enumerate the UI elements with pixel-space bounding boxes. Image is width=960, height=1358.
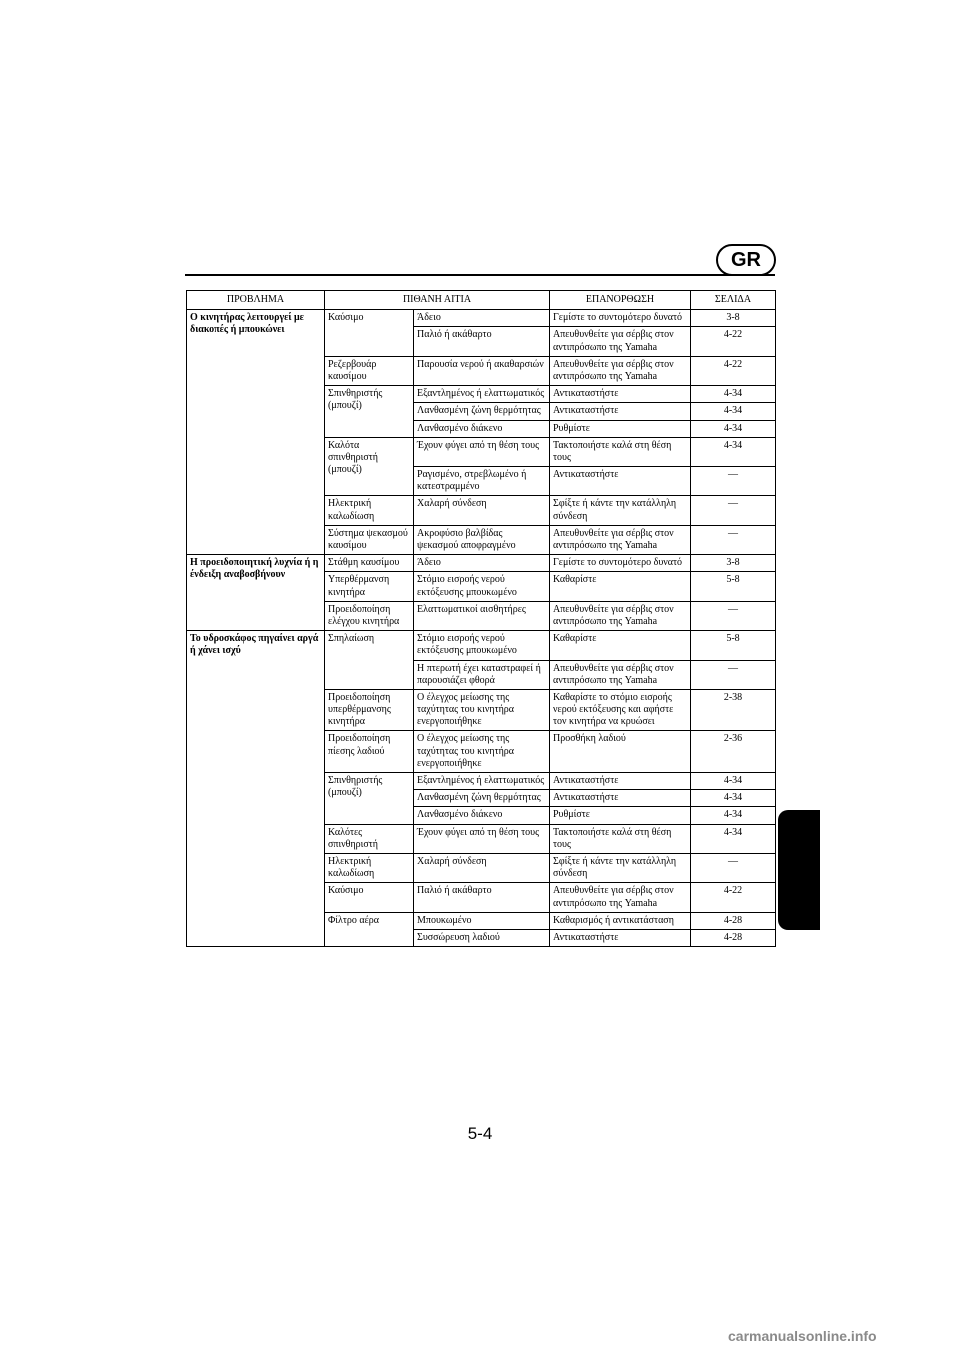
detail-cell: Παρουσία νερού ή ακαθαρσιών	[414, 356, 550, 385]
cause-cell: Σύστημα ψεκασμού καυσίμου	[325, 525, 414, 554]
page-cell: 4-34	[691, 420, 776, 437]
detail-cell: Ακροφύσιο βαλβίδας ψεκασμού αποφραγμένο	[414, 525, 550, 554]
detail-cell: Λανθασμένη ζώνη θερμότητας	[414, 403, 550, 420]
cause-cell: Φίλτρο αέρα	[325, 912, 414, 946]
cause-cell: Ρεζερβουάρ καυσίμου	[325, 356, 414, 385]
remedy-cell: Σφίξτε ή κάντε την κατάλληλη σύνδεση	[550, 853, 691, 882]
page-cell: 4-22	[691, 883, 776, 912]
detail-cell: Λανθασμένο διάκενο	[414, 807, 550, 824]
page-number: 5-4	[467, 1124, 493, 1143]
detail-cell: Εξαντλημένος ή ελαττωματικός	[414, 773, 550, 790]
remedy-cell: Αντικαταστήστε	[550, 790, 691, 807]
cause-cell: Στάθμη καυσίμου	[325, 555, 414, 572]
remedy-cell: Γεμίστε το συντομότερο δυνατό	[550, 555, 691, 572]
cause-cell: Προειδοποίηση υπερθέρμανσης κινητήρα	[325, 689, 414, 731]
remedy-cell: Γεμίστε το συντομότερο δυνατό	[550, 310, 691, 327]
header-problem: ΠΡΟΒΛΗΜΑ	[187, 291, 325, 310]
problem-cell: Το υδροσκάφος πηγαίνει αργά ή χάνει ισχύ	[187, 631, 325, 947]
remedy-cell: Απευθυνθείτε για σέρβις στον αντιπρόσωπο της Yamaha	[550, 525, 691, 554]
page-cell: 4-22	[691, 327, 776, 356]
remedy-cell: Τακτοποιήστε καλά στη θέση τους	[550, 824, 691, 853]
cause-cell: Σπηλαίωση	[325, 631, 414, 690]
page-cell: —	[691, 601, 776, 630]
page-cell: 4-34	[691, 824, 776, 853]
header-remedy: ΕΠΑΝΟΡΘΩΣΗ	[550, 291, 691, 310]
page-cell: 3-8	[691, 310, 776, 327]
detail-cell: Συσσώρευση λαδιού	[414, 929, 550, 946]
remedy-cell: Καθαρίστε	[550, 572, 691, 601]
detail-cell: Χαλαρή σύνδεση	[414, 853, 550, 882]
page-cell: —	[691, 660, 776, 689]
detail-cell: Παλιό ή ακάθαρτο	[414, 883, 550, 912]
page-cell: 3-8	[691, 555, 776, 572]
cause-cell: Προειδοποίηση πίεσης λαδιού	[325, 731, 414, 773]
cause-cell: Ηλεκτρική καλωδίωση	[325, 496, 414, 525]
table-row	[187, 310, 776, 327]
table-header-row	[187, 291, 776, 310]
cause-cell: Σπινθηριστής (μπουζί)	[325, 773, 414, 825]
cause-cell: Καλότες σπινθηριστή	[325, 824, 414, 853]
detail-cell: Παλιό ή ακάθαρτο	[414, 327, 550, 356]
remedy-cell: Τακτοποιήστε καλά στη θέση τους	[550, 437, 691, 466]
page-cell: —	[691, 467, 776, 496]
detail-cell: Λανθασμένη ζώνη θερμότητας	[414, 790, 550, 807]
detail-cell: Χαλαρή σύνδεση	[414, 496, 550, 525]
detail-cell: Η πτερωτή έχει καταστραφεί ή παρουσιάζει φθορά	[414, 660, 550, 689]
page-cell: 4-34	[691, 773, 776, 790]
table-row	[187, 555, 776, 572]
table-row	[187, 631, 776, 660]
remedy-cell: Απευθυνθείτε για σέρβις στον αντιπρόσωπο της Yamaha	[550, 883, 691, 912]
detail-cell: Ελαττωματικοί αισθητήρες	[414, 601, 550, 630]
remedy-cell: Καθαρισμός ή αντικατάσταση	[550, 912, 691, 929]
detail-cell: Άδειο	[414, 555, 550, 572]
detail-cell: Στόμιο εισροής νερού εκτόξευσης μπουκωμένο	[414, 631, 550, 660]
cause-cell: Καύσιμο	[325, 883, 414, 912]
detail-cell: Ο έλεγχος μείωσης της ταχύτητας του κινητήρα ενεργοποιήθηκε	[414, 689, 550, 731]
page-cell: —	[691, 853, 776, 882]
cause-cell: Σπινθηριστής (μπουζί)	[325, 386, 414, 438]
header-cause: ΠΙΘΑΝΗ ΑΙΤΙΑ	[325, 291, 550, 310]
remedy-cell: Αντικαταστήστε	[550, 403, 691, 420]
cause-cell: Υπερθέρμανση κινητήρα	[325, 572, 414, 601]
problem-cell: Η προειδοποιητική λυχνία ή η ένδειξη αναβοσβήνουν	[187, 555, 325, 631]
remedy-cell: Απευθυνθείτε για σέρβις στον αντιπρόσωπο της Yamaha	[550, 327, 691, 356]
remedy-cell: Απευθυνθείτε για σέρβις στον αντιπρόσωπο της Yamaha	[550, 356, 691, 385]
header-rule	[185, 274, 775, 276]
detail-cell: Ραγισμένο, στρεβλωμένο ή κατεστραμμένο	[414, 467, 550, 496]
remedy-cell: Σφίξτε ή κάντε την κατάλληλη σύνδεση	[550, 496, 691, 525]
detail-cell: Εξαντλημένος ή ελαττωματικός	[414, 386, 550, 403]
page-cell: —	[691, 525, 776, 554]
page-cell: 4-34	[691, 437, 776, 466]
page-cell: 4-34	[691, 790, 776, 807]
remedy-cell: Ρυθμίστε	[550, 807, 691, 824]
detail-cell: Στόμιο εισροής νερού εκτόξευσης μπουκωμένο	[414, 572, 550, 601]
watermark: carmanualsonline.info	[728, 1328, 877, 1344]
header-page: ΣΕΛΙΔΑ	[691, 291, 776, 310]
detail-cell: Ο έλεγχος μείωσης της ταχύτητας του κινητήρα ενεργοποιήθηκε	[414, 731, 550, 773]
page-cell: 5-8	[691, 572, 776, 601]
page-cell: 4-22	[691, 356, 776, 385]
remedy-cell: Αντικαταστήστε	[550, 773, 691, 790]
problem-cell: Ο κινητήρας λειτουργεί με διακοπές ή μπουκώνει	[187, 310, 325, 555]
troubleshooting-table	[186, 290, 776, 947]
page-cell: 4-28	[691, 912, 776, 929]
language-badge: GR	[716, 244, 776, 276]
detail-cell: Μπουκωμένο	[414, 912, 550, 929]
cause-cell: Προειδοποίηση ελέγχου κινητήρα	[325, 601, 414, 630]
detail-cell: Έχουν φύγει από τη θέση τους	[414, 824, 550, 853]
page-cell: 4-34	[691, 807, 776, 824]
page-cell: 4-34	[691, 386, 776, 403]
page-cell: 4-28	[691, 929, 776, 946]
cause-cell: Ηλεκτρική καλωδίωση	[325, 853, 414, 882]
cause-cell: Καύσιμο	[325, 310, 414, 357]
remedy-cell: Καθαρίστε το στόμιο εισροής νερού εκτόξευσης και αφήστε τον κινητήρα να κρυώσει	[550, 689, 691, 731]
remedy-cell: Αντικαταστήστε	[550, 386, 691, 403]
page-cell: 4-34	[691, 403, 776, 420]
remedy-cell: Αντικαταστήστε	[550, 929, 691, 946]
detail-cell: Έχουν φύγει από τη θέση τους	[414, 437, 550, 466]
remedy-cell: Απευθυνθείτε για σέρβις στον αντιπρόσωπο της Yamaha	[550, 660, 691, 689]
page-cell: 2-38	[691, 689, 776, 731]
page-cell: 2-36	[691, 731, 776, 773]
page-cell: 5-8	[691, 631, 776, 660]
detail-cell: Λανθασμένο διάκενο	[414, 420, 550, 437]
remedy-cell: Προσθήκη λαδιού	[550, 731, 691, 773]
remedy-cell: Καθαρίστε	[550, 631, 691, 660]
detail-cell: Άδειο	[414, 310, 550, 327]
remedy-cell: Αντικαταστήστε	[550, 467, 691, 496]
page-cell: —	[691, 496, 776, 525]
remedy-cell: Απευθυνθείτε για σέρβις στον αντιπρόσωπο της Yamaha	[550, 601, 691, 630]
remedy-cell: Ρυθμίστε	[550, 420, 691, 437]
cause-cell: Καλότα σπινθηριστή (μπουζί)	[325, 437, 414, 496]
chapter-tab	[778, 810, 820, 930]
